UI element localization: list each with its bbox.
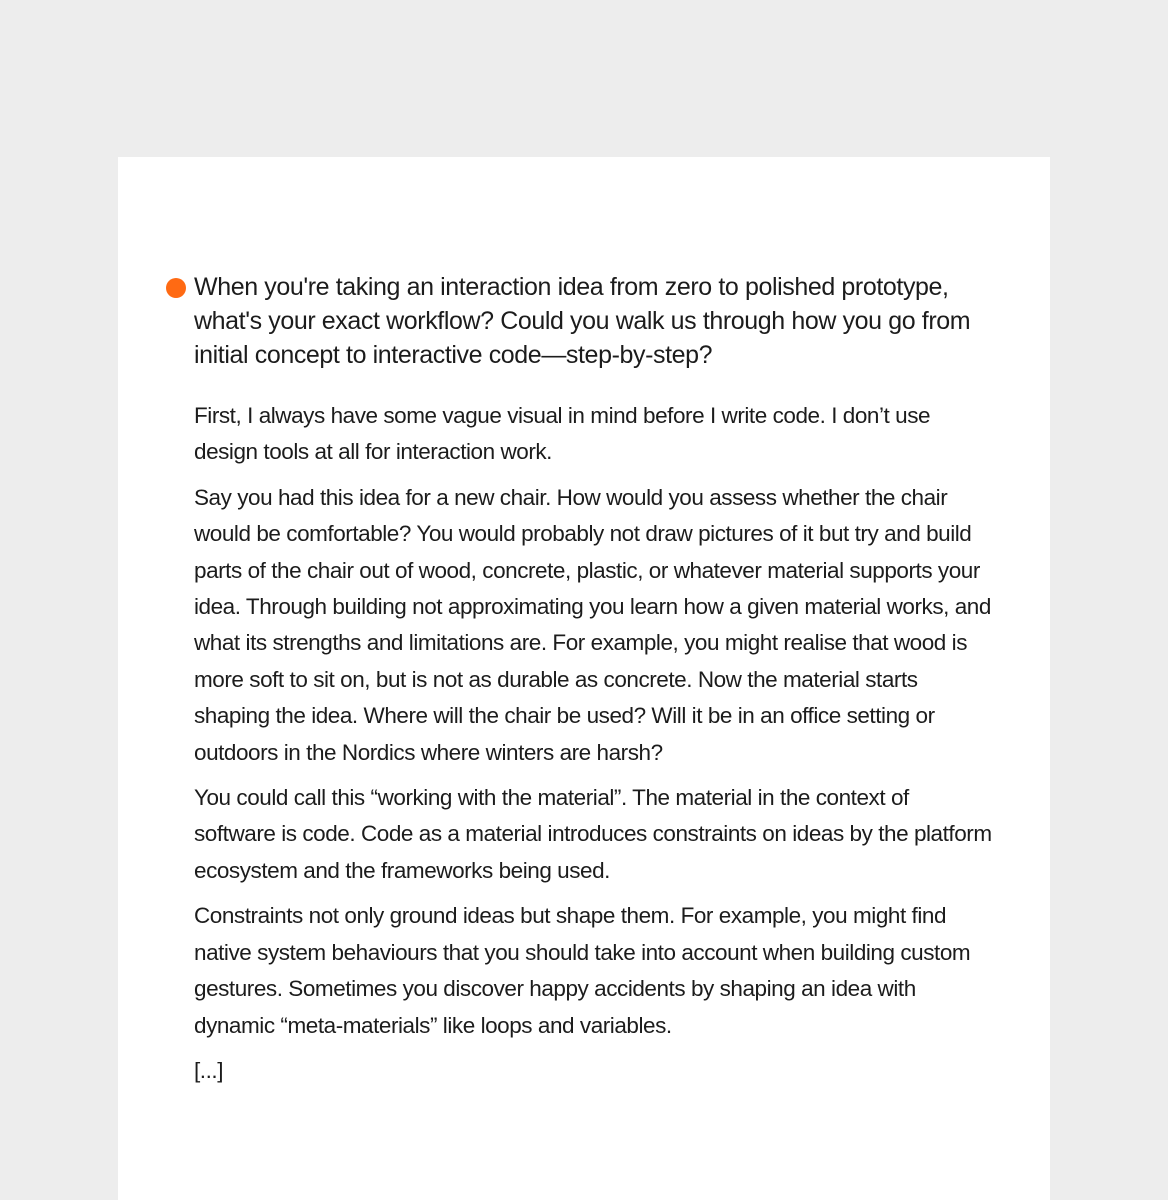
interview-answer (194, 398, 994, 1098)
answer-paragraph: Say you had this idea for a new chair. How would you assess whether the chair would be comfortable? You would probably not draw pictures of it but try and build parts of the chair out of wood, concrete, plastic, or whatever material supports your idea. Through building not approximating you learn how a given material works, and what its strengths and limitations are. For example, you might realise that wood is more soft to sit on, but is not as durable as concrete. Now the material starts shaping the idea. Where will the chair be used? Will it be in an office setting or outdoors in the Nordics where winters are harsh? (194, 484, 991, 765)
answer-ellipsis: [...] (194, 1057, 224, 1083)
article-card (118, 157, 1050, 1200)
interview-question: When you're taking an interaction idea from zero to polished prototype, what's your exact workflow? Could you walk us through how you go from initial concept to interactive code—step-by-step? (194, 273, 971, 369)
answer-paragraph: You could call this “working with the material”. The material in the context of software is code. Code as a material introduces constraints on ideas by the platform ecosystem and the frameworks being used. (194, 785, 992, 883)
answer-paragraph: Constraints not only ground ideas but shape them. For example, you might find native system behaviours that you should take into account when building custom gestures. Sometimes you discover happy accidents by shaping an idea with dynamic “meta-materials” like loops and variables. (194, 903, 971, 1038)
orange-dot-icon (166, 278, 186, 298)
answer-paragraph: First, I always have some vague visual in mind before I write code. I don’t use design tools at all for interaction work. (194, 403, 931, 465)
